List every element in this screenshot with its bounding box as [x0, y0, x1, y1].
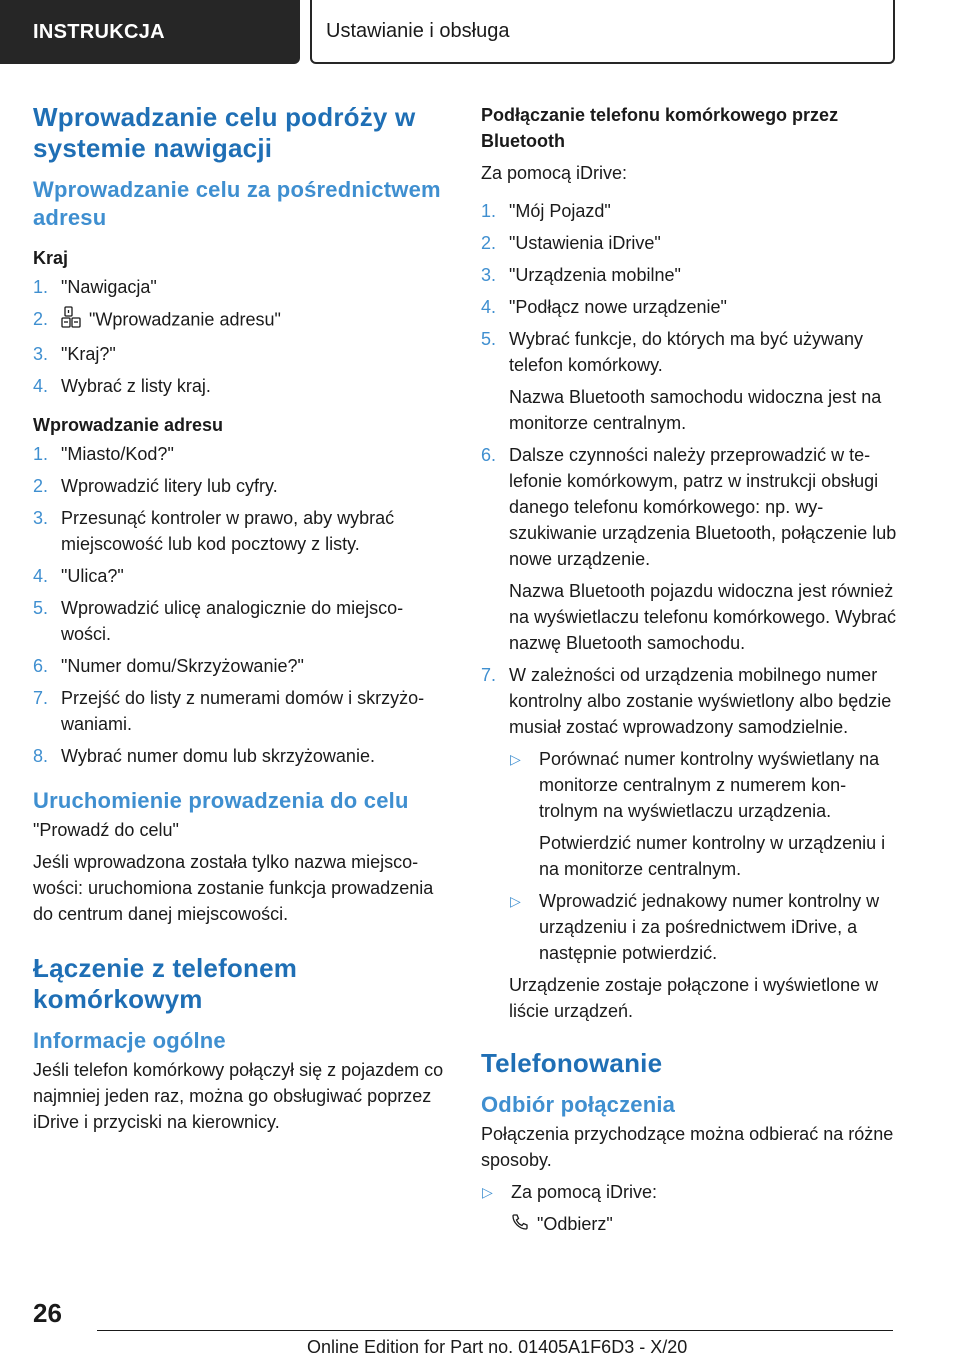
list-item: 5. Wprowadzić ulicę analogicznie do miejscowości.: [33, 598, 404, 644]
footer-divider: [97, 1330, 893, 1331]
list-item: 4. "Podłącz nowe urządzenie": [481, 297, 727, 317]
heading-country: Kraj: [33, 248, 69, 268]
list-item: 2. "Ustawienia iDrive": [481, 233, 661, 253]
list-item: 7. W zależności od urządzenia mobilnego numer kontrolny albo zostanie wyświetlony albo będzie musiał zostać wprowadzony samodzielnie. ▷ Porównać numer kontrolny wyświetlany na monitorze centralnym z numerem kontrolnym na wyświetlaczu urządzenia. Potwierdzić numer kontrolny w urządzeniu i na monitorze centralnym. ▷ Wprowadzić jednakowy numer kontrolny w urządzeniu i za pośrednictwem iDrive, a następnie potwierdzić. Urządzenie zostaje połączone i wyświetlone w liście urządzeń.: [481, 662, 899, 1024]
list-item: 3. "Kraj?": [33, 344, 116, 364]
left-column: [33, 102, 445, 1141]
heading-address-entry: Wprowadzanie celu za pośrednictwem adresu: [33, 177, 441, 230]
list-item: 5. Wybrać funkcje, do których ma być używany telefon komórkowy. Nazwa Bluetooth samochodu widoczna jest na monitorze centralnym.: [481, 326, 899, 436]
bluetooth-step-note: Nazwa Bluetooth samochodu widoczna jest na monitorze centralnym.: [509, 387, 882, 433]
start-guidance-command: "Prowadź do celu": [33, 820, 179, 840]
list-item: 1. "Miasto/Kod?": [33, 444, 174, 464]
header-manual-label: INSTRUKCJA: [0, 0, 300, 64]
address-steps: [33, 441, 445, 769]
phone-handset-icon: [511, 1212, 529, 1238]
heading-address: Wprowadzanie adresu: [33, 415, 224, 435]
header-section-title: Ustawianie i obsługa: [310, 0, 895, 64]
verification-note: Potwierdzić numer kontrolny w urządzeniu i na monitorze centralnym.: [539, 833, 886, 879]
list-item: 8. Wybrać numer domu lub skrzyżowanie.: [33, 746, 375, 766]
list-item: 7. Przejść do listy z numerami domów i skrzyżowaniami.: [33, 688, 425, 734]
list-item: 3. Przesunąć kontroler w prawo, aby wybrać miejscowość lub kod pocztowy z listy.: [33, 508, 395, 554]
heading-general-info: Informacje ogólne: [33, 1028, 226, 1053]
verification-options: [509, 746, 899, 966]
list-item: 2. Wprowadzić litery lub cyfry.: [33, 476, 278, 496]
general-info-text: Jeśli telefon komórkowy połączył się z pojazdem co najmniej jeden raz, można go obsługiwać poprzez iDrive i przyciski na kierownicy.: [33, 1060, 444, 1132]
list-item: ▷ Za pomocą iDrive: "Odbierz": [481, 1179, 899, 1238]
page-number: 26: [33, 1298, 62, 1328]
receive-call-text: Połączenia przychodzące można odbierać na różne sposoby.: [481, 1124, 894, 1170]
triangle-bullet-icon: ▷: [510, 893, 521, 909]
heading-phone-connection: Łączenie z telefonem komórkowym: [33, 953, 298, 1014]
bluetooth-steps: [481, 198, 899, 1024]
list-item: 6. "Numer domu/Skrzyżowanie?": [33, 656, 304, 676]
right-column: [481, 102, 899, 1244]
list-item: 4. Wybrać z listy kraj.: [33, 376, 211, 396]
footer-edition: Online Edition for Part no. 01405A1F6D3 - X/20: [307, 1337, 688, 1357]
triangle-bullet-icon: ▷: [482, 1184, 493, 1200]
address-book-icon: [61, 306, 81, 335]
heading-receive-call: Odbiór połączenia: [481, 1092, 676, 1117]
bluetooth-step-note: Nazwa Bluetooth pojazdu widoczna jest również na wyświetlaczu telefonu komórkowego. Wybrać nazwę Bluetooth samochodu.: [509, 581, 897, 653]
list-item: ▷ Wprowadzić jednakowy numer kontrolny w urządzeniu i za pośrednictwem iDrive, a następnie potwierdzić.: [509, 888, 899, 966]
list-item: 3. "Urządzenia mobilne": [481, 265, 681, 285]
heading-bluetooth-pairing: Podłączanie telefonu komórkowego przez Bluetooth: [481, 105, 839, 151]
start-guidance-text: Jeśli wprowadzona została tylko nazwa miejscowości: uruchomiona zostanie funkcja prowadzenia do centrum danej miejscowości.: [33, 852, 434, 924]
list-item: 6. Dalsze czynności należy przeprowadzić w telefonie komórkowym, patrz w instrukcji obsługi danego telefonu komórkowego: np. wyszukiwanie urządzenia Bluetooth, połączenie lub nowe urządzenie. Nazwa Bluetooth pojazdu widoczna jest również na wyświetlaczu telefonu komórkowego. Wybrać nazwę Bluetooth samochodu.: [481, 442, 899, 656]
list-item: 2. "Wprowadzanie adresu": [33, 306, 445, 335]
receive-call-command: "Odbierz": [511, 1211, 899, 1238]
heading-destination-entry: Wprowadzanie celu podróży w systemie nawigacji: [33, 102, 416, 163]
triangle-bullet-icon: ▷: [510, 751, 521, 767]
heading-start-guidance: Uruchomienie prowadzenia do celu: [33, 788, 409, 813]
country-steps: [33, 274, 445, 399]
list-item: 1. "Mój Pojazd": [481, 201, 611, 221]
list-item: 1. "Nawigacja": [33, 277, 157, 297]
connection-result-note: Urządzenie zostaje połączone i wyświetlone w liście urządzeń.: [509, 975, 879, 1021]
heading-telephony: Telefonowanie: [481, 1048, 663, 1078]
page-header: [0, 0, 960, 66]
list-item: ▷ Porównać numer kontrolny wyświetlany na monitorze centralnym z numerem kontrolnym na wyświetlaczu urządzenia. Potwierdzić numer kontrolny w urządzeniu i na monitorze centralnym.: [509, 746, 899, 882]
receive-call-options: [481, 1179, 899, 1238]
list-item: 4. "Ulica?": [33, 566, 124, 586]
bluetooth-intro: Za pomocą iDrive:: [481, 163, 628, 183]
